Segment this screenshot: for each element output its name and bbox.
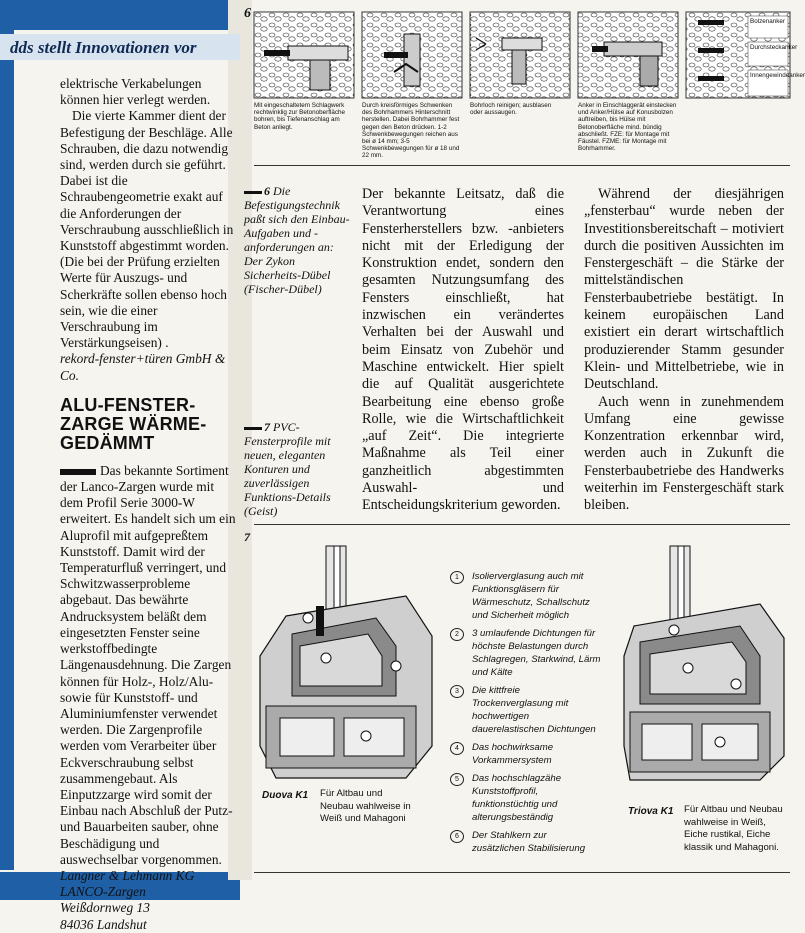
step-caption: Anker in Einschlaggerät einstecken und Anker/Hülse auf Konusbolzen auftreiben, bis Hülse mit Betonoberfläche mind. bündig abschließt. FZE: für Montage mit Fäustel. FZME: für Montage mit Bohrhammer. [578, 102, 677, 153]
step-1-drilling [254, 12, 354, 98]
address-line: Weißdornweg 13 [60, 900, 150, 916]
article-heading: ALU-FENSTER-ZARGE WÄRME-GEDÄMMT [60, 394, 207, 453]
step-2-undercut [362, 12, 462, 98]
figure-6-sidebar-caption: 6 Die Befestigungstechnik paßt sich den Einbau-Aufgaben und -anforderungen an: Der Zykon Sicherheits-Dübel (Fischer-Dübel) [244, 184, 350, 296]
anchor-installation-steps [254, 12, 805, 100]
lead-bar [60, 469, 96, 475]
column-1 [60, 76, 236, 933]
product-description: Für Altbau und Neubau wahlweise in Weiß, Eiche rustikal, Eiche klassik und Mahagoni. [684, 804, 783, 853]
step-3-cleaning [470, 12, 570, 98]
column-3 [362, 186, 564, 515]
paragraph: Der bekannte Leitsatz, daß die Verantwortung eines Fensterherstellers bzw. -anbieters nicht mit der Erledigung der Konstruktion endet, sondern den gesamten Nutzungsumfang des Fensters einschließt, hat inzwischen ein verändertes Verhalten bei der Auswahl und beim Einsatz von Zubehör und Maschine entwickelt. Hier spielt die auf Qualität ausgerichtete Bearbeitung eine ebenso große Rolle, wie die Wirtschaftlichkeit „auf Zeit“. Die integrierte Maßnahme als Teil einer ganzheitlich abgestimmten Auswahl- und Entscheidungskriterium geworden. [362, 186, 564, 514]
anchor-label: Durchsteckanker [750, 44, 798, 51]
product-name: Triova K1 [628, 806, 674, 817]
figure-6-illustrations [254, 12, 805, 100]
feature-legend [450, 570, 602, 860]
paragraph: elektrische Verkabelungen können hier verlegt werden. [60, 76, 211, 108]
step-4-setting [578, 12, 678, 98]
address-line: Langner & Lehmann KG [60, 867, 195, 883]
legend-item: 5 Das hochschlagzähe Kunststoffprofil, funktionstüchtig und alterungsbeständig [450, 772, 602, 824]
figure-number: 7 [244, 530, 250, 544]
step-caption: Mit eingeschaltetem Schlagwerk rechtwinklig zur Betonoberfläche bohren, bis Tiefenanschlag am Beton anliegt. [254, 102, 346, 131]
legend-item: 4 Das hochwirksame Vorkammersystem [450, 741, 602, 767]
step-caption: Durch kreisförmiges Schwenken des Bohrhammers Hinterschnitt herstellen. Dabei Bohrhammer fest gegen den Beton drücken. 1-2 Schwenkbewegungen reichen aus bei ø 14 mm; 3-5 Schwenkbewegungen für ø 18 und 22 mm. [362, 102, 460, 160]
section-title: dds stellt Innovationen vor [10, 38, 197, 57]
product-description: Für Altbau und Neubau wahlweise in Weiß und Mahagoni [320, 788, 411, 824]
top-color-band [0, 0, 240, 30]
legend-item: 3 Die kittfreie Trockenverglasung mit hochwertigen dauerelastischen Dichtungen [450, 684, 602, 736]
divider [254, 165, 790, 166]
divider [254, 872, 790, 873]
source-credit: rekord-fenster+türen GmbH & Co. [60, 351, 226, 383]
step-caption: Bohrloch reinigen; ausblasen oder aussaugen. [470, 102, 552, 117]
anchor-label: Bolzenanker [750, 18, 786, 25]
figure-7-sidebar-caption: 7 PVC-Fensterprofile mit neuen, eleganten Konturen und zuverlässigen Funktions-Details (Geist) [244, 420, 331, 518]
anchor-label: Innengewindeanker [750, 72, 805, 79]
section-header [0, 34, 240, 60]
address-line: 84036 Landshut [60, 916, 147, 932]
paragraph: Während der diesjährigen „fensterbau“ wurde neben der Investitionsbereitschaft – motiviert durch die positiven Aussichten im Fenstergeschäft – die Stärke der mittelständischen Fensterbaubetriebe bestätigt. In keinem europäischen Land existiert ein derart wirtschaftlich produzierender Stamm gesunder Klein- und Mittelbetriebe, wie in Deutschland. [584, 186, 784, 393]
article-body: Das bekannte Sortiment der Lanco-Zargen wurde mit dem Profil Serie 3000-W erweitert. Es handelt sich um ein Aluprofil mit aufgepreßtem Kunststoff. Damit wird der Temperaturfluß verringert, und Schwitzwasserprobleme abgebaut. Das bewährte Andrucksystem beläßt dem eingesetzten Fenster seine werkstoffbedingte Längenausdehnung. Die Zargen können für Holz-, Holz/Alu- sowie für Kunststoff- und Aluminiumfenster verwendet werden. Die Zargenprofile werden vom Verarbeiter über Eckverschraubung selbst zusammengebaut. Als Einputzzarge wird somit der Einbau nach Abschluß der Putz- und Bauarbeiten sauber, ohne Beschädigung und auswechselbar vorgenommen. [60, 462, 236, 867]
column-4 [584, 186, 784, 515]
paragraph: Die vierte Kammer dient der Befestigung der Beschläge. Alle Schrauben, die dazu notwendig sind, werden durch sie geführt. Dabei ist die Schraubengeometrie exakt auf die Anforderungen der Verschraubung ausschließlich in Kunststoff abgestimmt worden. (Die bei der Prüfung erzielten Werte für Auszugs- und Scherkräfte sollen ebenso hoch sein, wie die einer Verschraubung im Verstärkungseisen) . [60, 108, 234, 351]
legend-item: 2 3 umlaufende Dichtungen für höchste Belastungen durch Schlagregen, Starkwind, Lärm und Kälte [450, 627, 602, 679]
triova-profile-drawing [620, 546, 786, 782]
duova-profile-drawing [256, 546, 434, 782]
divider [254, 524, 790, 525]
left-color-band [0, 30, 14, 870]
legend-item: 6 Der Stahlkern zur zusätzlichen Stabilisierung [450, 829, 602, 855]
lead-bar [244, 191, 262, 194]
figure-number: 6 [244, 6, 251, 21]
paragraph: Auch wenn in zunehmendem Umfang eine gewisse Konzentration erkennbar wird, werden auch in Zukunft die Fensterbaubetriebe des Handwerks weiterhin im Fenstergeschäft stark bleiben. [584, 393, 784, 514]
product-name: Duova K1 [262, 790, 309, 801]
legend-item: 1 Isolierverglasung auch mit Funktionsgläsern für Wärmeschutz, Schallschutz und Sicherheit möglich [450, 570, 602, 622]
address-line: LANCO-Zargen [60, 884, 146, 900]
lead-bar [244, 427, 262, 430]
